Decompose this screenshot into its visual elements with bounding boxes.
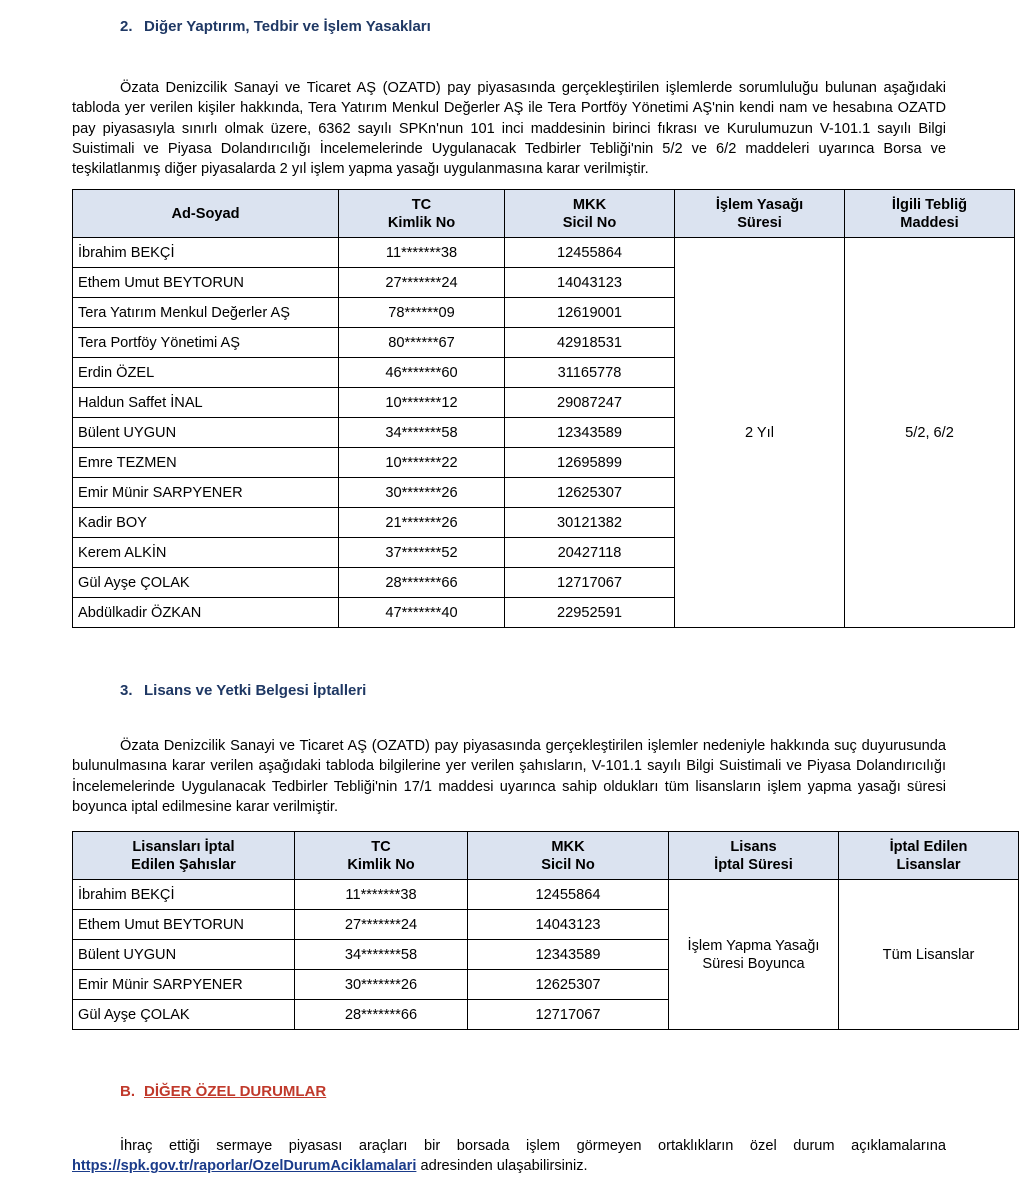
mkk-sicil-cell: 12343589 [505,418,675,448]
license-col-tc: TC Kimlik No [295,832,468,880]
tc-kimlik-cell: 28*******66 [339,568,505,598]
ban-col-mkk: MKK Sicil No [505,190,675,238]
license-col-name: Lisansları İptal Edilen Şahıslar [73,832,295,880]
tc-kimlik-cell: 30*******26 [295,970,468,1000]
person-name-cell: Bülent UYGUN [73,940,295,970]
mkk-sicil-cell: 12343589 [468,940,669,970]
tc-kimlik-cell: 34*******58 [339,418,505,448]
person-name-cell: Abdülkadir ÖZKAN [73,598,339,628]
license-table-body [73,880,1019,1030]
person-name-cell: Tera Portföy Yönetimi AŞ [73,328,339,358]
license-table-header-row [73,832,1019,880]
mkk-sicil-cell: 31165778 [505,358,675,388]
licenses-cell: Tüm Lisanslar [839,880,1019,1030]
tc-kimlik-cell: 78******09 [339,298,505,328]
ban-table [72,189,1015,628]
section3-paragraph-text: Özata Denizcilik Sanayi ve Ticaret AŞ (OZATD) pay piyasasında gerçekleştirilen işlemler nedeniyle hakkında suç duyurusunda bulunulmasına karar verilen aşağıdaki tabloda bilgilerine yer verilen şahısların, V-101.1 sayılı Bilgi Suistimali ve Piyasa Dolandırıcılığı İncelemelerinde Uygulanacak Tedbirler Tebliği'nin 17/1 maddesi uyarınca sahip oldukları tüm lisansların işlem yapma yasağı süresi boyunca iptal edilmesine karar verilmiştir. [72,738,946,815]
mkk-sicil-cell: 29087247 [505,388,675,418]
person-name-cell: İbrahim BEKÇİ [73,880,295,910]
mkk-sicil-cell: 12619001 [505,298,675,328]
mkk-sicil-cell: 12695899 [505,448,675,478]
license-col-mkk: MKK Sicil No [468,832,669,880]
section3-number: 3. [120,682,133,699]
mkk-sicil-cell: 12455864 [505,238,675,268]
sectionB-letter: B. [120,1083,135,1100]
tc-kimlik-cell: 28*******66 [295,1000,468,1030]
tc-kimlik-cell: 27*******24 [339,268,505,298]
tc-kimlik-cell: 10*******22 [339,448,505,478]
person-name-cell: Kadir BOY [73,508,339,538]
mkk-sicil-cell: 12717067 [468,1000,669,1030]
sectionB-heading [120,1083,326,1100]
tc-kimlik-cell: 80******67 [339,328,505,358]
person-name-cell: Bülent UYGUN [73,418,339,448]
ban-table-header-row [73,190,1015,238]
license-col-duration: Lisans İptal Süresi [669,832,839,880]
person-name-cell: Kerem ALKİN [73,538,339,568]
sectionB-paragraph [72,1136,946,1177]
license-col-licenses: İptal Edilen Lisanslar [839,832,1019,880]
person-name-cell: Tera Yatırım Menkul Değerler AŞ [73,298,339,328]
section2-paragraph-text: Özata Denizcilik Sanayi ve Ticaret AŞ (OZATD) pay piyasasında gerçekleştirilen işlemlerde sorumluluğu bulunan aşağıdaki tabloda yer verilen kişiler hakkında, Tera Yatırım Menkul Değerler AŞ ile Tera Portföy Yönetimi AŞ'nin kendi nam ve hesabına OZATD pay piyasasıyla sınırlı olmak üzere, 6362 sayılı SPKn'nun 101 inci maddesinin birinci fıkrası ve Kurulumuzun V-101.1 sayılı Bilgi Suistimali ve Piyasa Dolandırıcılığı İncelemelerinde Uygulanacak Tedbirler Tebliği'nin 5/2 ve 6/2 maddeleri uyarınca Borsa ve teşkilatlanmış diğer piyasalarda 2 yıl işlem yapma yasağı uygulanmasına karar verilmiştir. [72,80,946,178]
mkk-sicil-cell: 14043123 [468,910,669,940]
table-row [73,880,1019,910]
mkk-sicil-cell: 12717067 [505,568,675,598]
mkk-sicil-cell: 12455864 [468,880,669,910]
ban-col-article: İlgili Tebliğ Maddesi [845,190,1015,238]
tc-kimlik-cell: 10*******12 [339,388,505,418]
section2-paragraph [72,78,946,179]
ozel-durum-link[interactable]: https://spk.gov.tr/raporlar/OzelDurumAciklamalari [72,1158,417,1175]
ban-table-body [73,238,1015,628]
tc-kimlik-cell: 34*******58 [295,940,468,970]
tc-kimlik-cell: 30*******26 [339,478,505,508]
ban-col-tc: TC Kimlik No [339,190,505,238]
person-name-cell: Emre TEZMEN [73,448,339,478]
section3-paragraph [72,736,946,817]
sectionB-text-after: adresinden ulaşabilirsiniz. [420,1158,588,1175]
tc-kimlik-cell: 11*******38 [339,238,505,268]
mkk-sicil-cell: 30121382 [505,508,675,538]
person-name-cell: Ethem Umut BEYTORUN [73,268,339,298]
tc-kimlik-cell: 37*******52 [339,538,505,568]
sectionB-title: DİĞER ÖZEL DURUMLAR [144,1083,327,1100]
tc-kimlik-cell: 46*******60 [339,358,505,388]
tc-kimlik-cell: 27*******24 [295,910,468,940]
person-name-cell: İbrahim BEKÇİ [73,238,339,268]
person-name-cell: Gül Ayşe ÇOLAK [73,1000,295,1030]
mkk-sicil-cell: 12625307 [468,970,669,1000]
person-name-cell: Haldun Saffet İNAL [73,388,339,418]
section2-title: Diğer Yaptırım, Tedbir ve İşlem Yasakları [144,18,431,35]
mkk-sicil-cell: 14043123 [505,268,675,298]
section2-number: 2. [120,18,133,35]
person-name-cell: Ethem Umut BEYTORUN [73,910,295,940]
license-duration-line2: Süresi Boyunca [702,955,805,972]
person-name-cell: Emir Münir SARPYENER [73,970,295,1000]
section3-heading [120,682,366,699]
tc-kimlik-cell: 11*******38 [295,880,468,910]
tc-kimlik-cell: 21*******26 [339,508,505,538]
ban-duration-cell: 2 Yıl [675,238,845,628]
mkk-sicil-cell: 12625307 [505,478,675,508]
ban-col-duration: İşlem Yasağı Süresi [675,190,845,238]
person-name-cell: Gül Ayşe ÇOLAK [73,568,339,598]
mkk-sicil-cell: 20427118 [505,538,675,568]
person-name-cell: Erdin ÖZEL [73,358,339,388]
table-row [73,238,1015,268]
section2-heading [120,18,431,35]
mkk-sicil-cell: 42918531 [505,328,675,358]
article-cell: 5/2, 6/2 [845,238,1015,628]
person-name-cell: Emir Münir SARPYENER [73,478,339,508]
ban-col-name: Ad-Soyad [73,190,339,238]
section3-title: Lisans ve Yetki Belgesi İptalleri [144,682,367,699]
license-duration-line1: İşlem Yapma Yasağı [687,937,820,954]
mkk-sicil-cell: 22952591 [505,598,675,628]
license-duration-cell [669,880,839,1030]
tc-kimlik-cell: 47*******40 [339,598,505,628]
license-table [72,831,1019,1030]
sectionB-text-before: İhraç ettiği sermaye piyasası araçları bir borsada işlem görmeyen ortaklıkların özel durum açıklamalarına [120,1138,946,1154]
